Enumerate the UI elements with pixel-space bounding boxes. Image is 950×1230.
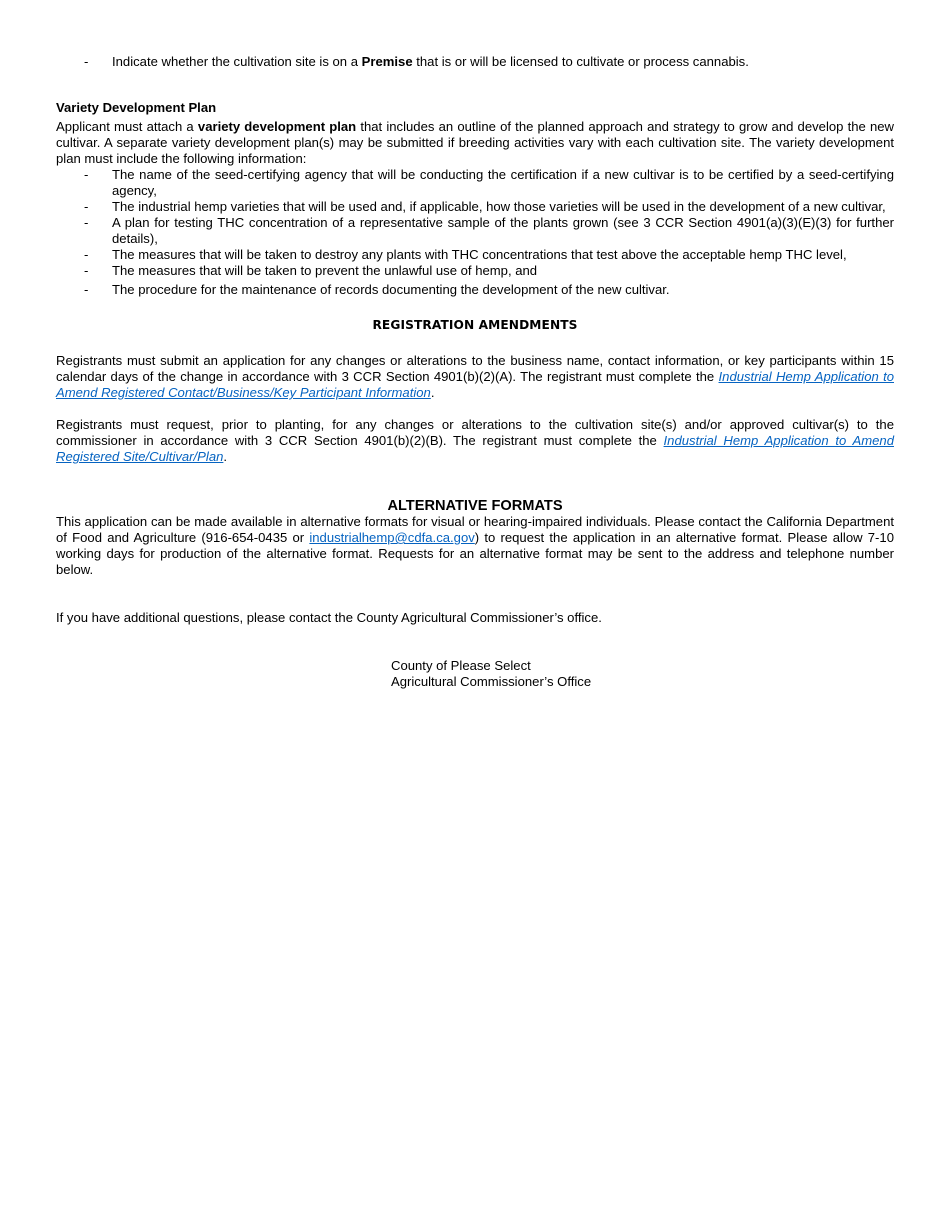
bullet-dash: -	[84, 215, 89, 230]
county-name: County of Please Select	[391, 658, 531, 673]
premise-bullet	[56, 54, 894, 70]
list-item: - The name of the seed-certifying agency that will be conducting the certification if a new cultivar is to be certified by a seed-certifying agency,	[56, 167, 894, 199]
amendments-paragraph-1: Registrants must submit an application for any changes or alterations to the business name, contact information, or key participants within 15 calendar days of the change in accordance with 3 CCR Section 4901(b)(2)(A). The registrant must complete the Industrial Hemp Application to Amend Registered Contact/Business/Key Participant Information.	[56, 353, 894, 400]
list-item: - A plan for testing THC concentration of a representative sample of the plants grown (see 3 CCR Section 4901(a)(3)(E)(3) for further details),	[56, 215, 894, 247]
bullet-dash: -	[84, 263, 89, 278]
premise-term: Premise	[361, 54, 413, 69]
list-item: - The procedure for the maintenance of records documenting the development of the new cultivar.	[56, 282, 894, 298]
list-item: - The industrial hemp varieties that will be used and, if applicable, how those varieties will be used in the development of a new cultivar,	[56, 199, 894, 215]
bullet-dash: -	[84, 167, 89, 182]
questions-text: If you have additional questions, please contact the County Agricultural Commissioner’s office.	[56, 610, 602, 625]
variety-plan-heading: Variety Development Plan	[56, 100, 217, 115]
amend-site-cultivar-link[interactable]: Industrial Hemp Application to Amend Registered Site/Cultivar/Plan	[56, 433, 894, 464]
bullet-dash: -	[84, 282, 89, 297]
bullet-dash: -	[84, 199, 89, 214]
variety-plan-list	[56, 167, 894, 298]
registration-amendments-heading: REGISTRATION AMENDMENTS	[372, 318, 578, 332]
document-page	[56, 54, 894, 690]
amendments-paragraph-2: Registrants must request, prior to planting, for any changes or alterations to the cultivation site(s) and/or approved cultivar(s) to the commissioner in accordance with 3 CCR Section 4901(b)(2)(B). The registrant must complete the Industrial Hemp Application to Amend Registered Site/Cultivar/Plan.	[56, 417, 894, 464]
signature-block	[56, 658, 894, 690]
bullet-dash: -	[84, 247, 89, 262]
bullet-dash: -	[84, 54, 89, 69]
alternative-formats-paragraph: This application can be made available in alternative formats for visual or hearing-impaired individuals. Please contact the California Department of Food and Agriculture (916-654-0435 or industrialhemp@cdfa.ca.gov) to request the application in an alternative format. Please allow 7-10 working days for production of the alternative format. Requests for an alternative format may be sent to the address and telephone number below.	[56, 514, 894, 577]
variety-plan-intro: Applicant must attach a variety development plan that includes an outline of the planned approach and strategy to grow and develop the new cultivar. A separate variety development plan(s) may be submitted if breeding activities vary with each cultivation site. The variety development plan must include the following information:	[56, 119, 895, 166]
amend-contact-business-link[interactable]: Industrial Hemp Application to Amend Registered Contact/Business/Key Participant Information	[56, 369, 894, 400]
list-item: - The measures that will be taken to destroy any plants with THC concentrations that test above the acceptable hemp THC level,	[56, 247, 894, 263]
list-item: - The measures that will be taken to prevent the unlawful use of hemp, and	[56, 263, 894, 279]
office-name: Agricultural Commissioner’s Office	[391, 674, 592, 689]
premise-bullet-text: Indicate whether the cultivation site is on a Premise that is or will be licensed to cultivate or process cannabis.	[112, 54, 749, 69]
email-link[interactable]: industrialhemp@cdfa.ca.gov	[309, 530, 475, 545]
variety-plan-term: variety development plan	[197, 119, 357, 134]
alternative-formats-heading: ALTERNATIVE FORMATS	[387, 498, 563, 514]
